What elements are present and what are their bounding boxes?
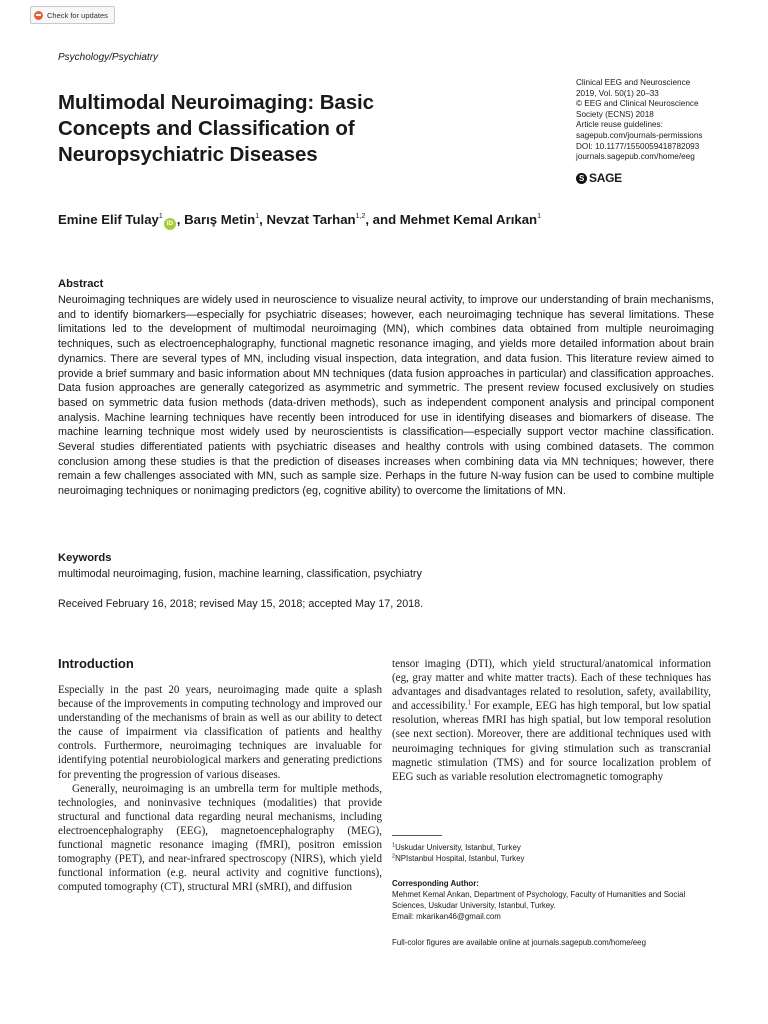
check-for-updates-badge[interactable]: [30, 6, 115, 24]
abstract-text: Neuroimaging techniques are widely used in neuroscience to visualize neural activity, to improve our understanding of brain mechanisms, and to identify biomarkers—especially for psychiatric diseases; however, each neuroimaging technique has several limitations. These limitations led to the development of multimodal neuroimaging (MN), which combines data obtained from multiple neuroimaging techniques, such as electroencephalography, functional magnetic resonance imaging, and yields more detailed information about brain dynamics. There are several types of MN, including visual inspection, data integration, and data fusion. This literature review aimed to provide a brief summary and basic information about MN techniques (data fusion approaches in particular) and classification approaches. Data fusion approaches are generally categorized as asymmetric and symmetric. The present review focused exclusively on studies based on symmetric data fusion methods (data-driven methods), such as independent component analysis and principal component analysis. Machine learning techniques have recently been introduced for use in identifying diseases and biomarkers of disease. The machine learning technique most widely used by neuroscientists is classification—especially support vector machine classification. Several studies differentiated patients with psychiatric diseases and healthy controls with using combined datasets. The common conclusion among these studies is that the prediction of diseases increases when combining data via MN techniques; however, there remain a few challenges associated with MN, such as sample size. Perhaps in the future N-way fusion can be used to combine multiple neuroimaging techniques or nonimaging predictors (eg, cognitive ability) to overcome the limitations of MN.: [58, 294, 714, 498]
doi-link[interactable]: DOI: 10.1177/1550059418782093: [576, 141, 700, 151]
check-for-updates-label: Check for updates: [47, 10, 108, 20]
received-dates: Received February 16, 2018; revised May 15, 2018; accepted May 17, 2018.: [58, 598, 424, 610]
author-list: [58, 212, 541, 230]
affiliation-sup: 2: [392, 853, 396, 860]
body-paragraph: Generally, neuroimaging is an umbrella term for multiple methods, technologies, and noninvasive techniques (modalities) that provide structural and functional data regarding neural mechanisms, including electroencephalography (EEG), magnetoencephalography (MEG), functional magnetic resonance imaging (fMRI), positron emission tomography (PET), and near-infrared spectroscopy (NIRS), which yield functional information (e.g. neural activity and cognitive functions), computed tomography (CT), structural MRI (sMRI), and diffusion: [58, 782, 382, 894]
author-separator: ,: [176, 212, 185, 227]
author-affiliation-sup: 1: [537, 213, 541, 220]
body-column-left: [58, 683, 382, 894]
affiliation-sup: 1: [392, 842, 396, 849]
journal-volume: 2019, Vol. 50(1) 20–33: [576, 88, 659, 98]
body-text: For example, EEG has high temporal, but low spatial resolution, whereas fMRI has high spatial, but low temporal resolution (see next section). Moreover, there are additional techniques used with neuroimaging techniques for giving stimulation such as transcranial magnetic stimulation (TMS) and for source localization problem of EEG such as variable resolution electromagnetic tomography: [392, 700, 711, 783]
copyright-line: Society (ECNS) 2018: [576, 109, 654, 119]
title-line: Concepts and Classification of: [58, 117, 355, 140]
author-name[interactable]: Barış Metin: [184, 212, 256, 227]
body-column-right: [392, 657, 711, 784]
sage-icon: S: [576, 173, 587, 184]
abstract-heading: Abstract: [58, 278, 104, 290]
body-text: tensor imaging (DTI), which yield structural/anatomical information (eg, gray matter and white matter tracts). Each of these techniques has advantages and disadvantages related to resolution, safety, availability, and accessibility.: [392, 658, 711, 713]
copyright-line: © EEG and Clinical Neuroscience: [576, 99, 699, 109]
footnote-divider: [392, 835, 442, 836]
author-name[interactable]: Mehmet Kemal Arıkan: [399, 212, 538, 227]
corresponding-email[interactable]: Email: mkarikan46@gmail.com: [392, 912, 501, 921]
affiliation-text: Uskudar University, Istanbul, Turkey: [395, 843, 521, 852]
keywords-text: multimodal neuroimaging, fusion, machine learning, classification, psychiatry: [58, 568, 422, 580]
introduction-heading: Introduction: [58, 656, 134, 671]
full-color-note: Full-color figures are available online at journals.sagepub.com/home/eeg: [392, 938, 646, 947]
orcid-icon[interactable]: iD: [164, 218, 176, 230]
corresponding-heading: Corresponding Author:: [392, 879, 479, 888]
journal-meta: [576, 78, 746, 163]
journal-home-link[interactable]: journals.sagepub.com/home/eeg: [576, 152, 695, 162]
title-line: Multimodal Neuroimaging: Basic: [58, 91, 374, 114]
journal-name: Clinical EEG and Neuroscience: [576, 78, 691, 87]
author-affiliation-sup: 1,2: [355, 213, 366, 220]
body-paragraph: Especially in the past 20 years, neuroimaging made quite a splash because of the improvements in computing technology and improved our understanding of the mechanisms of brain as well as our ability to detect the cause of impairment via classification of patients and healthy controls. Furthermore, neuroimaging techniques are invaluable for identifying potential neurobiological markers and generating predictions for preventing the progression of various diseases.: [58, 684, 382, 781]
journal-category: Psychology/Psychiatry: [58, 52, 159, 63]
sage-logo-text: SAGE: [589, 171, 622, 185]
author-name[interactable]: Nevzat Tarhan: [266, 212, 356, 227]
author-name[interactable]: Emine Elif Tulay: [58, 212, 159, 227]
sage-logo: [576, 171, 622, 185]
author-affiliation-sup: 1: [255, 213, 260, 220]
corresponding-address: Mehmet Kemal Arıkan, Department of Psychology, Faculty of Humanities and Social Sciences, Uskudar University, Istanbul, Turkey.: [392, 890, 686, 910]
affiliation-text: NPIstanbul Hospital, Istanbul, Turkey: [395, 854, 525, 864]
permissions-link[interactable]: sagepub.com/journals-permissions: [576, 130, 703, 140]
affiliations: [392, 842, 524, 864]
author-separator: , and: [365, 212, 400, 227]
reuse-label: Article reuse guidelines:: [576, 120, 663, 130]
affiliation-line: [392, 842, 524, 853]
author-separator: ,: [259, 212, 267, 227]
affiliation-line: [392, 853, 524, 864]
corresponding-author: [392, 878, 712, 922]
article-title: [58, 90, 478, 168]
keywords-heading: Keywords: [58, 552, 112, 564]
update-icon: [34, 11, 43, 20]
reference-marker[interactable]: 1: [467, 698, 472, 707]
author-affiliation-sup: 1: [158, 213, 163, 220]
title-line: Neuropsychiatric Diseases: [58, 143, 318, 166]
